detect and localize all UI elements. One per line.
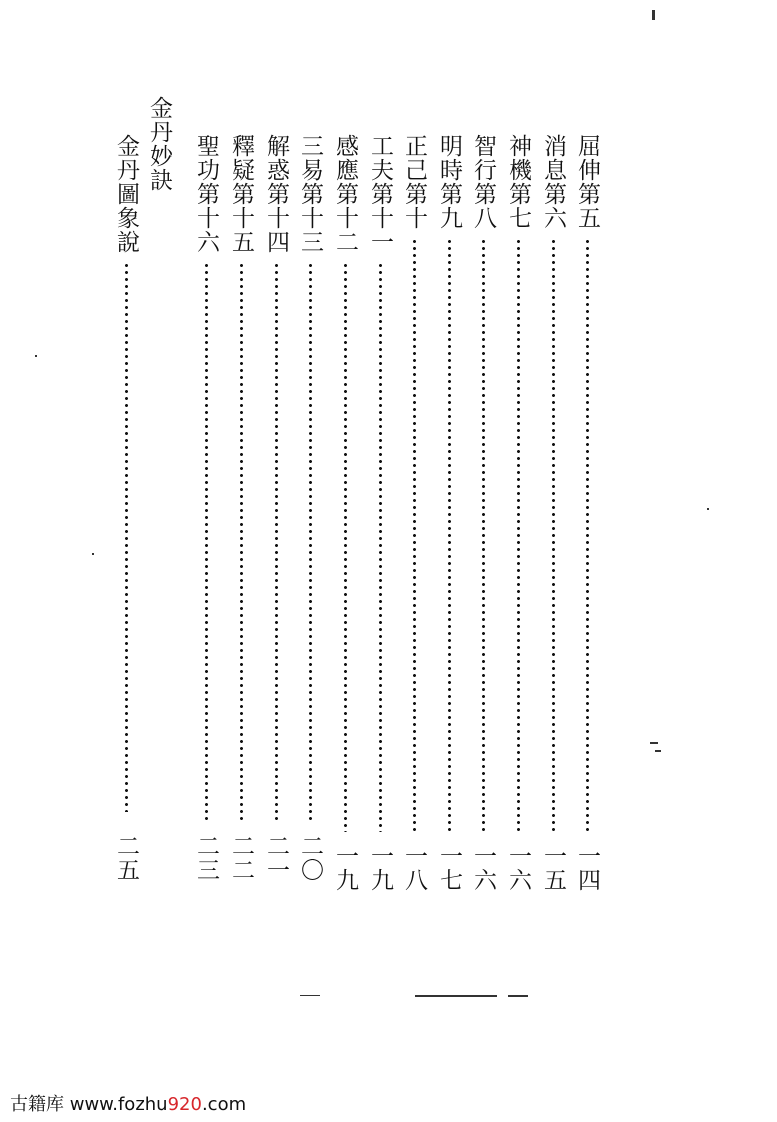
dot-leader <box>517 238 520 834</box>
toc-entry <box>228 134 254 894</box>
watermark-url-suffix: .com <box>201 1094 247 1115</box>
scan-speck <box>300 995 320 996</box>
watermark-url-prefix: www.fozhu <box>69 1094 168 1115</box>
toc-entry <box>297 134 323 894</box>
toc-entry-title: 消息第六 <box>540 134 566 230</box>
dot-leader <box>125 262 128 812</box>
scan-speck <box>650 742 658 744</box>
toc-entry <box>470 134 496 894</box>
section-heading-text: 金丹妙訣 <box>146 96 172 192</box>
toc-entry <box>113 134 139 894</box>
section-heading <box>146 96 172 216</box>
dot-leader <box>240 262 243 822</box>
toc-entry-title: 三易第十三 <box>297 134 323 254</box>
toc-entry-title: 聖功第十六 <box>193 134 219 254</box>
toc-entry <box>401 134 427 894</box>
toc-entry-page: 一九 <box>332 844 358 892</box>
toc-entry-page: 一五 <box>540 844 566 892</box>
toc-entry-title: 金丹圖象說 <box>113 134 139 254</box>
toc-entry-title: 明時第九 <box>436 134 462 230</box>
watermark-site-name: 古籍库 <box>10 1094 64 1115</box>
toc-entry-page: 一九 <box>367 844 393 892</box>
toc-entry <box>332 134 358 894</box>
dot-leader <box>379 262 382 832</box>
toc-entry-page: 二〇 <box>297 834 323 882</box>
dot-leader <box>275 262 278 822</box>
toc-entry-page: 一六 <box>505 844 531 892</box>
toc-entry-title: 工夫第十一 <box>367 134 393 254</box>
dot-leader <box>482 238 485 834</box>
toc-entry-page: 二三 <box>193 834 219 882</box>
site-watermark <box>10 1090 246 1116</box>
dot-leader <box>413 238 416 834</box>
scan-speck <box>655 750 661 752</box>
dot-leader <box>344 262 347 832</box>
toc-entry <box>505 134 531 894</box>
dot-leader <box>552 238 555 834</box>
scan-speck <box>508 995 528 997</box>
scan-speck <box>35 355 37 357</box>
toc-entry-page: 一四 <box>574 844 600 892</box>
toc-entry <box>540 134 566 894</box>
scan-speck <box>707 508 709 510</box>
watermark-url-accent: 920 <box>167 1094 202 1115</box>
toc-entry-title: 屈伸第五 <box>574 134 600 230</box>
toc-entry-page: 一八 <box>401 844 427 892</box>
scan-speck <box>415 995 497 997</box>
scan-speck <box>652 10 655 20</box>
toc-entry-page: 一六 <box>470 844 496 892</box>
toc-entry-title: 釋疑第十五 <box>228 134 254 254</box>
toc-entry-title: 智行第八 <box>470 134 496 230</box>
toc-entry-title: 正己第十 <box>401 134 427 230</box>
toc-entry <box>193 134 219 894</box>
toc-entry-title: 神機第七 <box>505 134 531 230</box>
toc-entry-page: 二二 <box>228 834 254 882</box>
dot-leader <box>586 238 589 834</box>
toc-entry-title: 感應第十二 <box>332 134 358 254</box>
toc-entry <box>367 134 393 894</box>
dot-leader <box>448 238 451 834</box>
dot-leader <box>205 262 208 822</box>
dot-leader <box>309 262 312 822</box>
toc-entry-page: 二五 <box>113 834 139 882</box>
toc-entry <box>263 134 289 894</box>
toc-entry <box>574 134 600 894</box>
toc-entry-page: 二一 <box>263 834 289 882</box>
scan-speck <box>92 553 94 555</box>
toc-entry-page: 一七 <box>436 844 462 892</box>
toc-entry <box>436 134 462 894</box>
toc-entry-title: 解惑第十四 <box>263 134 289 254</box>
